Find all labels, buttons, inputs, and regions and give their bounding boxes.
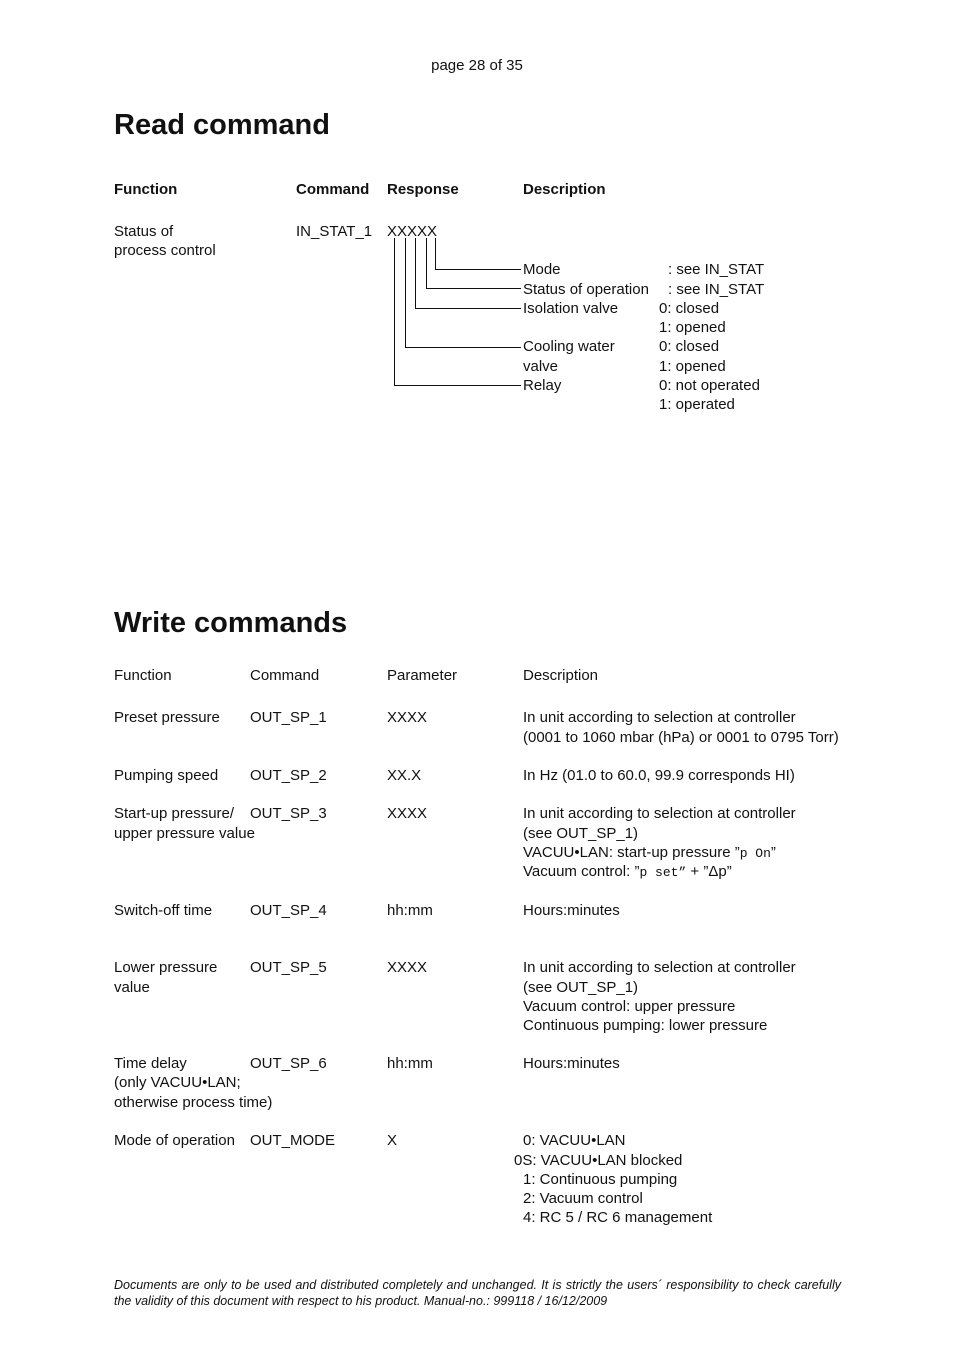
write-commands-title: Write commands (114, 607, 348, 639)
row5-description-1: In unit according to selection at controller (523, 959, 796, 976)
row7-description-1: 0: VACUU•LAN (523, 1132, 626, 1149)
item-relay-value: 0: not operated (659, 377, 760, 394)
read-command-title: Read command (114, 109, 330, 141)
read-command: IN_STAT_1 (296, 223, 373, 240)
connector-relay (395, 238, 522, 386)
row1-description-1: In unit according to selection at controller (523, 709, 796, 726)
row1-parameter: XXXX (387, 709, 428, 726)
read-function-line1: Status of (114, 223, 174, 240)
row6-function-1: Time delay (114, 1055, 187, 1072)
row7-function: Mode of operation (114, 1132, 235, 1149)
row6-description-1: Hours:minutes (523, 1055, 620, 1072)
read-header-description: Description (523, 181, 606, 198)
item-mode-value: : see IN_STAT (668, 261, 765, 278)
row3-description-4: Vacuum control: ”p set” + ”Δp” (523, 863, 732, 880)
row5-description-4: Continuous pumping: lower pressure (523, 1017, 768, 1034)
connector-mode (436, 238, 522, 270)
row5-function-2: value (114, 979, 150, 996)
row3-function-1: Start-up pressure/ (114, 805, 235, 822)
row7-description-2: 0S: VACUU•LAN blocked (514, 1152, 683, 1169)
connector-cooling-water (406, 238, 522, 348)
row6-function-3: otherwise process time) (114, 1094, 273, 1111)
row3-parameter: XXXX (387, 805, 428, 822)
item-cooling-water-label2: valve (523, 358, 559, 375)
row5-function-1: Lower pressure (114, 959, 218, 976)
item-cooling-water-value: 0: closed (659, 338, 720, 355)
read-header-command: Command (296, 181, 370, 198)
connector-isolation-valve (416, 238, 522, 309)
read-header-response: Response (387, 181, 459, 198)
connector-status-operation (427, 238, 522, 289)
read-header-function: Function (114, 181, 178, 198)
row4-parameter: hh:mm (387, 902, 433, 919)
row7-command: OUT_MODE (250, 1132, 336, 1149)
write-header-description: Description (523, 667, 599, 684)
row5-description-3: Vacuum control: upper pressure (523, 998, 736, 1015)
row2-parameter: XX.X (387, 767, 422, 784)
item-cooling-water-value2: 1: opened (659, 358, 726, 375)
read-response: XXXXX (387, 223, 438, 240)
row6-parameter: hh:mm (387, 1055, 433, 1072)
row6-command: OUT_SP_6 (250, 1055, 327, 1072)
footer-disclaimer: Documents are only to be used and distributed completely and unchanged. It is strictly the users´ responsibility to check carefully the validity of this document with respect to his product. Manual-no.: 999118 / 16/12/2009 (114, 1278, 841, 1308)
row3-description-2: (see OUT_SP_1) (523, 825, 639, 842)
row7-description-4: 2: Vacuum control (523, 1190, 643, 1207)
row7-description-3: 1: Continuous pumping (523, 1171, 678, 1188)
row5-command: OUT_SP_5 (250, 959, 327, 976)
write-header-command: Command (250, 667, 320, 684)
row3-command: OUT_SP_3 (250, 805, 327, 822)
item-mode-label: Mode (523, 261, 561, 278)
row4-function: Switch-off time (114, 902, 213, 919)
row6-function-2: (only VACUU•LAN; (114, 1074, 241, 1091)
write-header-parameter: Parameter (387, 667, 458, 684)
row2-description-1: In Hz (01.0 to 60.0, 99.9 corresponds HI) (523, 767, 795, 784)
item-relay-value2: 1: operated (659, 396, 735, 413)
item-isolation-valve-value: 0: closed (659, 300, 720, 317)
row4-description-1: Hours:minutes (523, 902, 620, 919)
item-relay-label: Relay (523, 377, 562, 394)
write-header-function: Function (114, 667, 172, 684)
row1-function: Preset pressure (114, 709, 220, 726)
page-number: page 28 of 35 (431, 57, 523, 74)
item-isolation-valve-label: Isolation valve (523, 300, 619, 317)
row1-description-2: (0001 to 1060 mbar (hPa) or 0001 to 0795 Torr) (523, 729, 839, 746)
row3-function-2: upper pressure value (114, 825, 255, 842)
item-cooling-water-label: Cooling water (523, 338, 615, 355)
item-isolation-valve-value2: 1: opened (659, 319, 726, 336)
row2-function: Pumping speed (114, 767, 219, 784)
row3-description-3: VACUU•LAN: start-up pressure ”p On” (523, 844, 776, 861)
row7-description-5: 4: RC 5 / RC 6 management (523, 1209, 713, 1226)
item-status-operation-value: : see IN_STAT (668, 281, 765, 298)
row5-description-2: (see OUT_SP_1) (523, 979, 639, 996)
row4-command: OUT_SP_4 (250, 902, 327, 919)
row5-parameter: XXXX (387, 959, 428, 976)
row3-description-1: In unit according to selection at controller (523, 805, 796, 822)
row1-command: OUT_SP_1 (250, 709, 327, 726)
row7-parameter: X (387, 1132, 398, 1149)
read-function-line2: process control (114, 242, 216, 259)
item-status-operation-label: Status of operation (523, 281, 649, 298)
row2-command: OUT_SP_2 (250, 767, 327, 784)
